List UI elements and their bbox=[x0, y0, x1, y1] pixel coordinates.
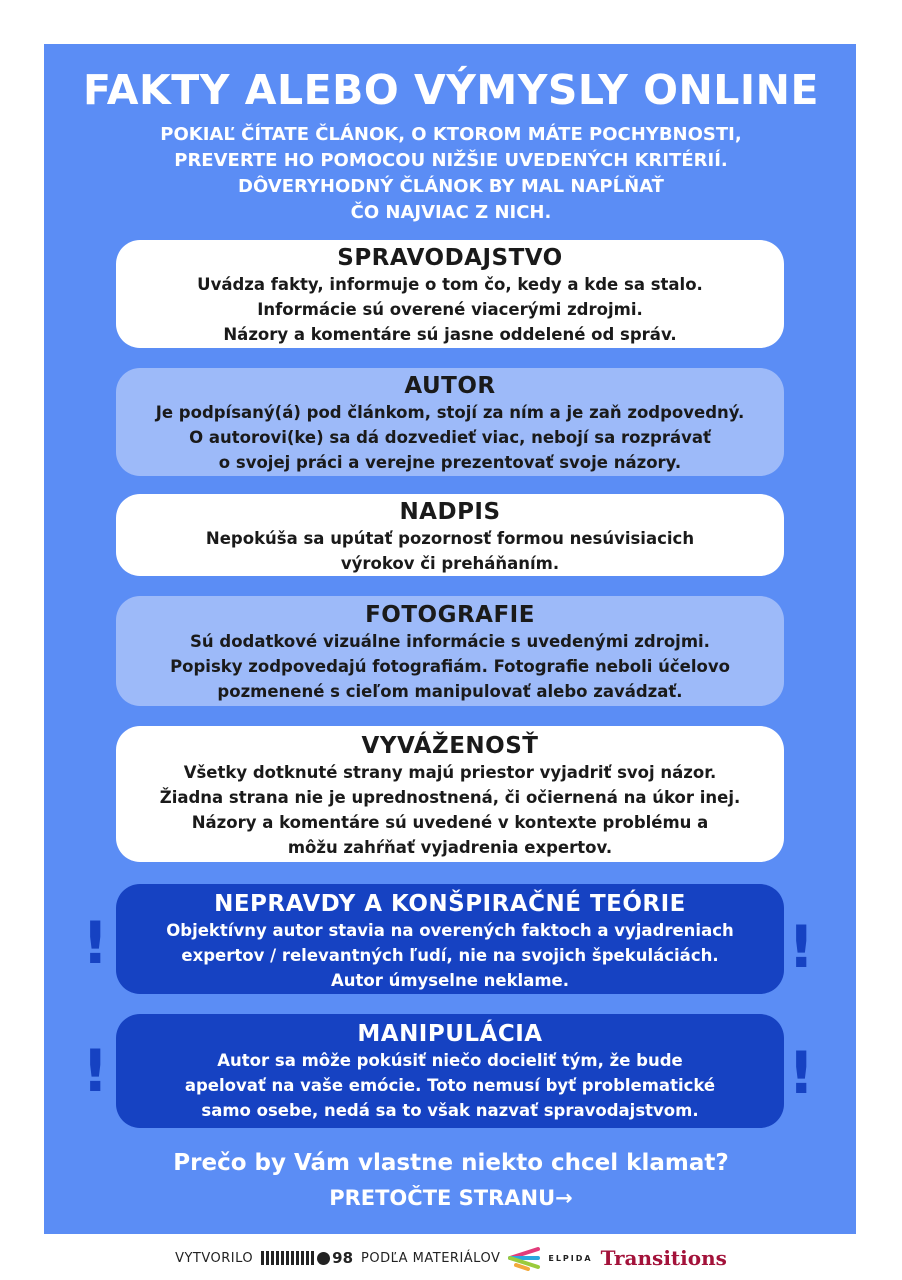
warning-exclamation-icon: ! bbox=[82, 909, 109, 977]
card-line: Nepokúša sa upútať pozornosť formou nesúvisiacich bbox=[205, 529, 695, 548]
memo-bars-icon bbox=[261, 1251, 315, 1265]
elpida-arrows-icon bbox=[508, 1245, 542, 1271]
card-line: Všetky dotknuté strany majú priestor vyjadriť svoj názor. bbox=[183, 763, 717, 782]
card-heading: VYVÁŽENOSŤ bbox=[361, 733, 539, 759]
transitions-logo: Transitions bbox=[600, 1246, 727, 1270]
memo-number: 98 bbox=[332, 1249, 354, 1267]
card-line: výrokov či preháňaním. bbox=[340, 554, 560, 573]
card-heading: NEPRAVDY A KONŠPIRAČNÉ TEÓRIE bbox=[214, 891, 686, 917]
based-on-label: PODĽA MATERIÁLOV bbox=[361, 1250, 501, 1266]
card-heading: SPRAVODAJSTVO bbox=[337, 245, 563, 271]
card-line: samo osebe, nedá sa to však nazvať spravodajstvom. bbox=[201, 1101, 699, 1120]
card-heading: NADPIS bbox=[399, 499, 501, 525]
intro-text bbox=[0, 122, 902, 226]
card-heading: AUTOR bbox=[404, 373, 496, 399]
created-by-label: VYTVORILO bbox=[175, 1250, 254, 1266]
card-line: pozmenené s cieľom manipulovať alebo zavádzať. bbox=[217, 682, 683, 701]
card-line: O autorovi(ke) sa dá dozvedieť viac, nebojí sa rozprávať bbox=[189, 428, 711, 447]
elpida-text: ELPIDA bbox=[548, 1253, 593, 1263]
card-line: o svojej práci a verejne prezentovať svoje názory. bbox=[218, 453, 682, 472]
card-line: Autor sa môže pokúsiť niečo docieliť tým, že bude bbox=[217, 1051, 683, 1070]
page-title: FAKTY ALEBO VÝMYSLY ONLINE bbox=[83, 66, 819, 114]
card-line: Autor úmyselne neklame. bbox=[330, 971, 570, 990]
card-heading: MANIPULÁCIA bbox=[357, 1021, 543, 1047]
warning-exclamation-icon: ! bbox=[788, 1039, 815, 1107]
card-manipulacia bbox=[116, 1014, 784, 1128]
card-autor bbox=[116, 368, 784, 476]
card-line: apelovať na vaše emócie. Toto nemusí byť problematické bbox=[184, 1076, 716, 1095]
card-line: Objektívny autor stavia na overených faktoch a vyjadreniach bbox=[166, 921, 734, 940]
card-line: Názory a komentáre sú uvedené v kontexte problému a bbox=[191, 813, 709, 832]
memo-dot-icon bbox=[317, 1252, 330, 1265]
closing-question: Prečo by Vám vlastne niekto chcel klamat? bbox=[173, 1150, 729, 1176]
card-fotografie bbox=[116, 596, 784, 706]
intro-line: POKIAĽ ČÍTATE ČLÁNOK, O KTOROM MÁTE POCHYBNOSTI, bbox=[160, 124, 742, 145]
card-line: Názory a komentáre sú jasne oddelené od správ. bbox=[223, 325, 677, 344]
turn-page-link[interactable]: PRETOČTE STRANU→ bbox=[329, 1186, 573, 1210]
card-line: Je podpísaný(á) pod článkom, stojí za ním a je zaň zodpovedný. bbox=[155, 403, 745, 422]
warning-exclamation-icon: ! bbox=[82, 1037, 109, 1105]
card-vyvazenost bbox=[116, 726, 784, 862]
intro-line: PREVERTE HO POMOCOU NIŽŠIE UVEDENÝCH KRITÉRIÍ. bbox=[174, 150, 728, 171]
card-line: expertov / relevantných ľudí, nie na svojich špekuláciách. bbox=[181, 946, 719, 965]
card-line: Sú dodatkové vizuálne informácie s uvedenými zdrojmi. bbox=[190, 632, 710, 651]
elpida-logo bbox=[508, 1245, 592, 1271]
footer-credits bbox=[0, 1240, 902, 1276]
card-nepravdy bbox=[116, 884, 784, 994]
card-nadpis bbox=[116, 494, 784, 576]
card-spravodajstvo bbox=[116, 240, 784, 348]
warning-exclamation-icon: ! bbox=[788, 913, 815, 981]
memo98-logo bbox=[261, 1249, 353, 1267]
intro-line: DÔVERYHODNÝ ČLÁNOK BY MAL NAPĹŇAŤ bbox=[238, 176, 664, 197]
card-line: môžu zahŕňať vyjadrenia expertov. bbox=[287, 838, 613, 857]
card-line: Žiadna strana nie je uprednostnená, či očiernená na úkor inej. bbox=[159, 788, 741, 807]
card-heading: FOTOGRAFIE bbox=[365, 602, 535, 628]
intro-line: ČO NAJVIAC Z NICH. bbox=[350, 202, 552, 223]
card-line: Informácie sú overené viacerými zdrojmi. bbox=[257, 300, 643, 319]
card-line: Uvádza fakty, informuje o tom čo, kedy a kde sa stalo. bbox=[197, 275, 703, 294]
card-line: Popisky zodpovedajú fotografiám. Fotografie neboli účelovo bbox=[170, 657, 730, 676]
